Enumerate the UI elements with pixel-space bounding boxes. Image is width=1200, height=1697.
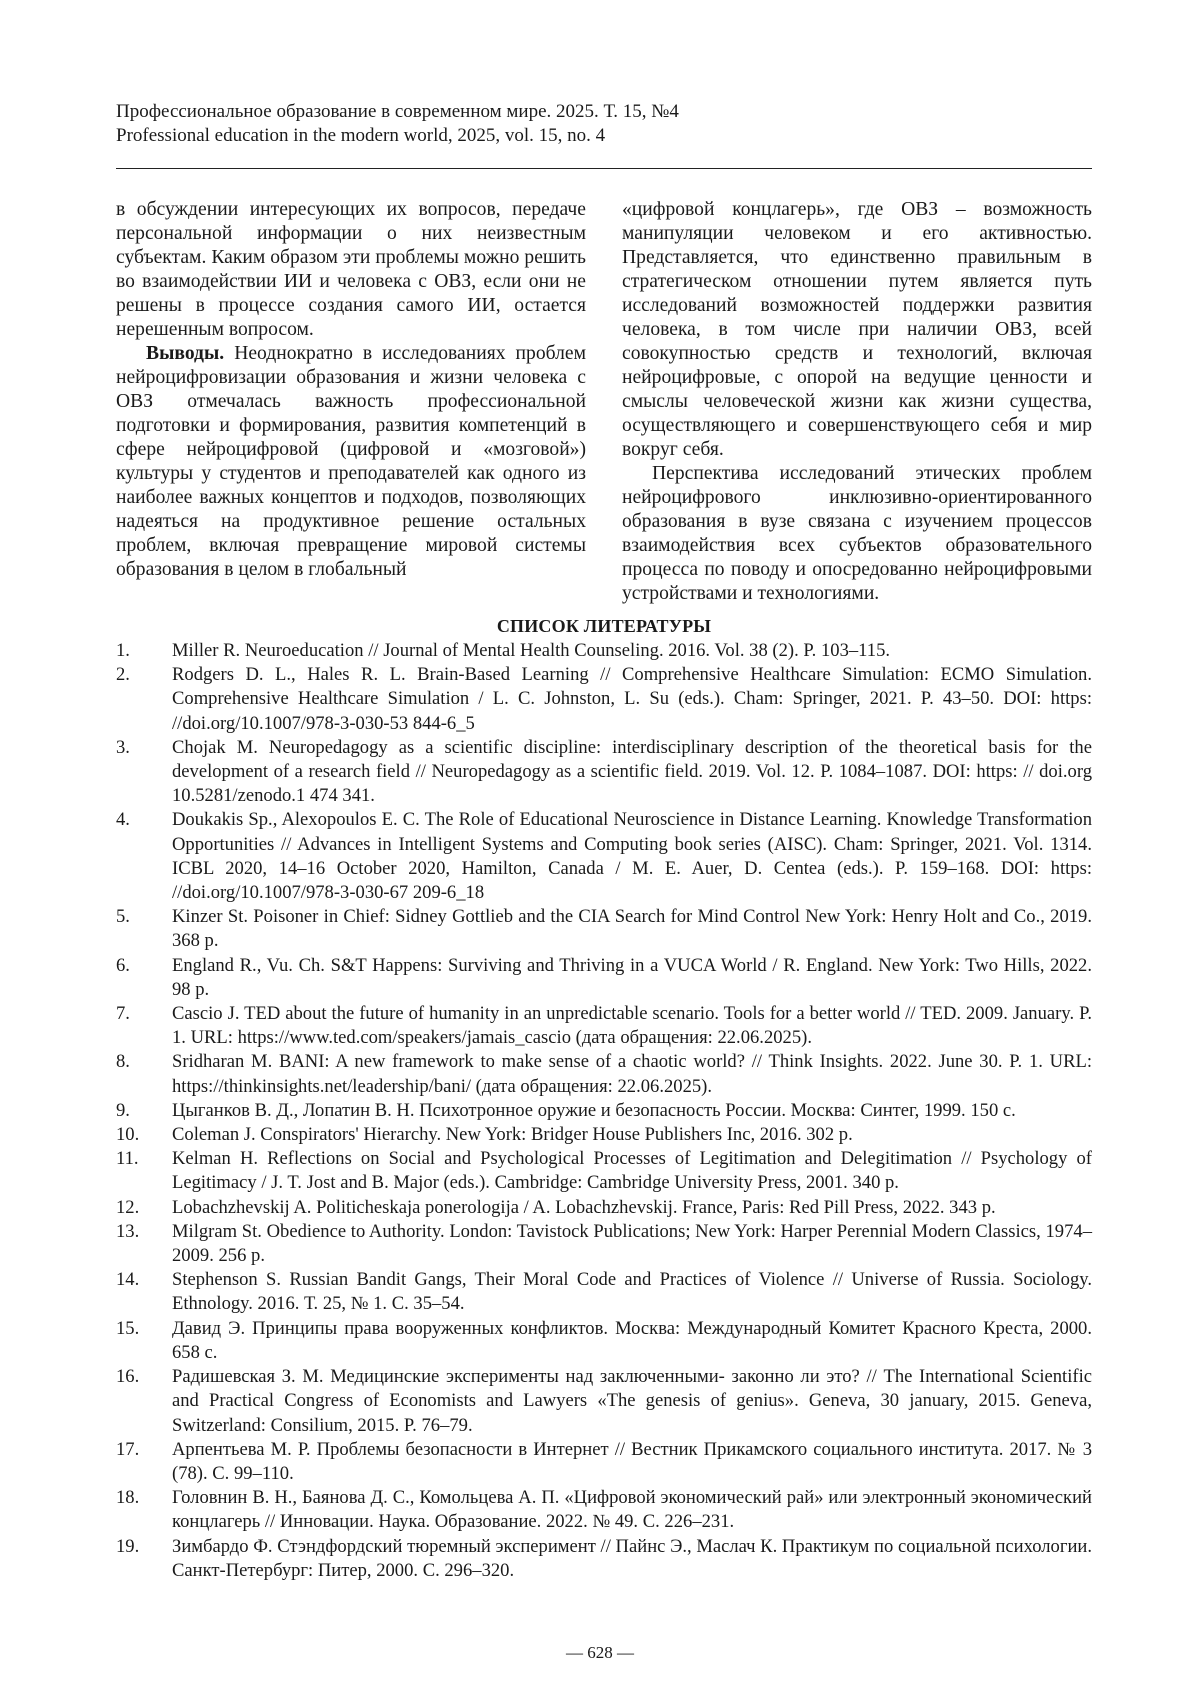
reference-number: 13.	[116, 1220, 140, 1242]
reference-number: 12.	[116, 1196, 140, 1218]
reference-number: 1.	[116, 640, 130, 661]
reference-number: 4.	[116, 809, 130, 831]
reference-text: Stephenson S. Russian Bandit Gangs, Their Moral Code and Practices of Violence // Universe of Russia. Sociology. Ethnology. 2016. Т. 25, № 1. С. 35–54.	[172, 1269, 1092, 1315]
header-line-ru: Профессиональное образование в современном мире. 2025. Т. 15, №4	[116, 101, 679, 122]
paragraph-left-1: в обсуждении интересующих их вопросов, передаче персональной информации о них неизвестным субъектам. Каким образом эти проблемы можно решить во взаимодействии ИИ и человека с ОВЗ, если они не решены в процессе создания самого ИИ, остается нерешенным вопросом.	[116, 199, 586, 340]
reference-text: Арпентьева М. Р. Проблемы безопасности в Интернет // Вестник Прикамского социального института. 2017. № 3 (78). С. 99–110.	[172, 1438, 1092, 1484]
reference-item	[116, 1486, 1092, 1534]
header-rule	[116, 168, 1092, 169]
reference-item	[116, 1317, 1092, 1365]
reference-text: Радишевская З. М. Медицинские эксперименты над заключенными- законно ли это? // The International Scientific and Practical Congress of Economists and Lawyers «The genesis of genius». Geneva, 30 january, 2015. Geneva, Switzerland: Consilium, 2015. P. 76–79.	[172, 1366, 1092, 1436]
reference-item	[116, 1268, 1092, 1316]
reference-number: 17.	[116, 1438, 140, 1460]
reference-text: Цыганков В. Д., Лопатин В. Н. Психотронное оружие и безопасность России. Москва: Синтег, 1999. 150 с.	[172, 1099, 1016, 1121]
reference-number: 8.	[116, 1051, 130, 1073]
page-number: — 628 —	[566, 1643, 634, 1662]
paragraph-right-1: «цифровой концлагерь», где ОВЗ – возможность манипуляции человеком и его активностью. Представляется, что единственно правильным в стратегическом отношении путем является путь исследований возможностей поддержки развития человека, в том числе при наличии ОВЗ, всей совокупностью средств и технологий, включая нейроцифровые, с опорой на ведущие ценности и смыслы человеческой жизни как жизни существа, осуществляющего и совершенствующего себя и мир вокруг себя.	[622, 199, 1092, 460]
reference-item	[116, 1147, 1092, 1195]
reference-text: Coleman J. Conspirators' Hierarchy. New York: Bridger House Publishers Inc, 2016. 302 p.	[172, 1124, 853, 1146]
reference-text: Milgram St. Obedience to Authority. London: Tavistock Publications; New York: Harper Perennial Modern Classics, 1974–2009. 256 p.	[172, 1220, 1092, 1267]
reference-text: Miller R. Neuroeducation // Journal of Mental Health Counseling. 2016. Vol. 38 (2). P. 103–115.	[172, 640, 891, 661]
body-column-right	[622, 198, 1092, 606]
reference-text: Зимбардо Ф. Стэндфордский тюремный эксперимент // Пайнс Э., Маслач К. Практикум по социальной психологии. Санкт-Петербург: Питер, 2000. С. 296–320.	[172, 1535, 1092, 1581]
conclusions-text: Неоднократно в исследованиях проблем нейроцифровизации образования и жизни человека с ОВЗ отмечалась важность профессиональной подготовки и формирования, развития компетенций в сфере нейроцифровой (цифровой и «мозговой») культуры у студентов и преподавателей как одного из наиболее важных концептов и подходов, позволяющих надеяться на продуктивное решение остальных проблем, включая превращение мировой системы образования в целом в глобальный	[116, 343, 586, 580]
reference-text: Головнин В. Н., Баянова Д. С., Комольцева А. П. «Цифровой экономический рай» или электронный экономический концлагерь // Инновации. Наука. Образование. 2022. № 49. С. 226–231.	[172, 1487, 1092, 1533]
reference-item	[116, 808, 1092, 905]
reference-number: 18.	[116, 1487, 140, 1509]
reference-item	[116, 1220, 1092, 1268]
reference-number: 10.	[116, 1124, 140, 1146]
reference-item	[116, 639, 1092, 663]
reference-text: Kelman H. Reflections on Social and Psychological Processes of Legitimation and Delegitimation // Psychology of Legitimacy / J. T. Jost and B. Major (eds.). Cambridge: Cambridge University Press, 2001. 340 p.	[172, 1148, 1092, 1194]
reference-text: Lobachzhevskij A. Politicheskaja ponerologija / A. Lobachzhevskij. France, Paris: Red Pill Press, 2022. 343 p.	[172, 1196, 996, 1218]
reference-text: Kinzer St. Poisoner in Chief: Sidney Gottlieb and the CIA Search for Mind Control New York: Henry Holt and Co., 2019. 368 p.	[172, 906, 1092, 952]
reference-number: 19.	[116, 1535, 140, 1557]
reference-item	[116, 1123, 1092, 1147]
reference-item	[116, 954, 1092, 1002]
reference-number: 3.	[116, 736, 130, 758]
paragraph-conclusions	[116, 342, 586, 582]
reference-text: Doukakis Sp., Alexopoulos E. C. The Role of Educational Neuroscience in Distance Learning. Knowledge Transformation Opportunities // Advances in Intelligent Systems and Computing book series (AISC). Cham: Springer, 2021. Vol. 1314. ICBL 2020, 14–16 October 2020, Hamilton, Canada / M. E. Auer, D. Centea (eds.). P. 159–168. DOI: https: //doi.org/10.1007/978-3-030-67 209-6_18	[172, 809, 1092, 904]
reference-item	[116, 1196, 1092, 1220]
references-title: СПИСОК ЛИТЕРАТУРЫ	[496, 616, 712, 636]
reference-number: 15.	[116, 1317, 140, 1339]
reference-number: 2.	[116, 664, 130, 686]
reference-item	[116, 1099, 1092, 1123]
reference-text: Sridharan M. BANI: A new framework to make sense of a chaotic world? // Think Insights. 2022. June 30. P. 1. URL: https://thinkinsights.net/leadership/bani/ (дата обращения: 22.06.2025).	[172, 1051, 1092, 1097]
reference-item	[116, 1002, 1092, 1050]
reference-item	[116, 663, 1092, 736]
reference-item	[116, 1365, 1092, 1438]
reference-number: 6.	[116, 954, 130, 976]
reference-item	[116, 736, 1092, 809]
running-header	[116, 100, 1092, 148]
reference-text: Rodgers D. L., Hales R. L. Brain-Based Learning // Comprehensive Healthcare Simulation: ECMO Simulation. Comprehensive Healthcare Simulation / L. C. Johnston, L. Su (eds.). Cham: Springer, 2021. P. 43–50. DOI: https: //doi.org/10.1007/978-3-030-53 844-6_5	[172, 664, 1092, 734]
references-list	[116, 639, 1092, 1583]
reference-text: Chojak M. Neuropedagogy as a scientific discipline: interdisciplinary description of the theoretical basis for the development of a research field // Neuropedagogy as a scientific field. 2019. Vol. 12. P. 1084–1087. DOI: https: // doi.org 10.5281/zenodo.1 474 341.	[172, 736, 1092, 807]
header-line-en: Professional education in the modern world, 2025, vol. 15, no. 4	[116, 125, 606, 146]
paragraph-right-2: Перспектива исследований этических проблем нейроцифрового инклюзивно-ориентированного образования в вузе связана с изучением процессов взаимодействия всех субъектов образовательного процесса по поводу и опосредованно нейроцифровыми устройствами и технологиями.	[622, 463, 1092, 604]
reference-number: 7.	[116, 1003, 130, 1025]
reference-number: 16.	[116, 1366, 140, 1388]
reference-text: England R., Vu. Ch. S&T Happens: Surviving and Thriving in a VUCA World / R. England. New York: Two Hills, 2022. 98 p.	[172, 954, 1092, 1000]
reference-item	[116, 905, 1092, 953]
reference-item	[116, 1050, 1092, 1098]
reference-number: 14.	[116, 1269, 140, 1291]
reference-number: 9.	[116, 1099, 130, 1121]
reference-number: 11.	[116, 1148, 139, 1170]
conclusions-label: Выводы.	[146, 343, 225, 364]
reference-number: 5.	[116, 906, 130, 928]
body-column-left	[116, 198, 586, 582]
reference-text: Cascio J. TED about the future of humanity in an unpredictable scenario. Tools for a better world // TED. 2009. January. P. 1. URL: https://www.ted.com/speakers/jamais_cascio (дата обращения: 22.06.2025).	[172, 1003, 1092, 1049]
reference-item	[116, 1438, 1092, 1486]
reference-text: Давид Э. Принципы права вооруженных конфликтов. Москва: Международный Комитет Красного Креста, 2000. 658 с.	[172, 1317, 1092, 1363]
reference-item	[116, 1535, 1092, 1583]
